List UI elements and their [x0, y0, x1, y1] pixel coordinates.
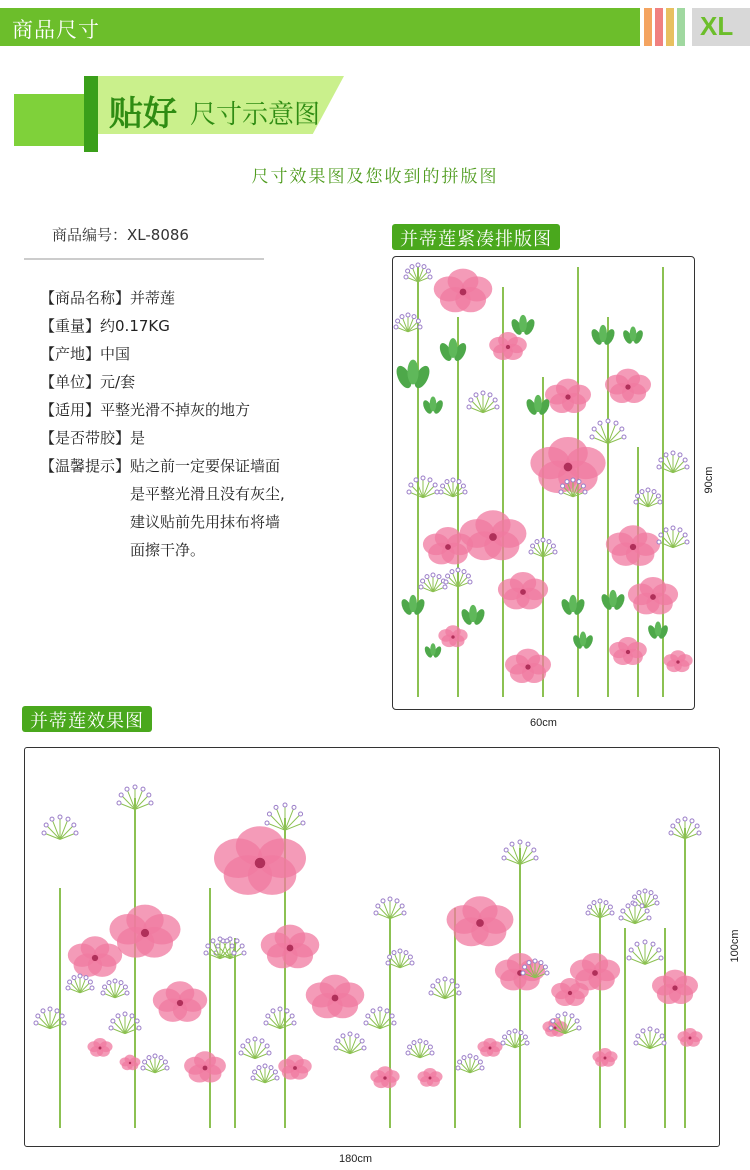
lotus-flower [592, 1048, 617, 1067]
dandelion [502, 840, 538, 864]
leaf-cluster [646, 622, 669, 640]
lotus-flower [663, 650, 692, 672]
leaf-cluster [509, 315, 536, 337]
lotus-flower [68, 936, 122, 977]
brand-badge [692, 8, 750, 46]
lotus-flower [153, 981, 207, 1022]
spec-label: 【是否带胶】 [40, 429, 131, 447]
lotus-flower [109, 905, 180, 958]
layout-sheet-title: 并蒂莲紧凑排版图 [392, 224, 560, 250]
dandelion [669, 817, 701, 839]
lotus-flower [214, 826, 306, 895]
dandelion [404, 263, 432, 282]
dandelion [101, 979, 129, 998]
leaf-cluster [421, 397, 444, 415]
spec-label: 【适用】 [40, 401, 101, 419]
layout-sheet-image [392, 256, 695, 710]
leaf-cluster [437, 338, 468, 363]
header-title: 商品尺寸 [12, 18, 100, 42]
dandelion [117, 785, 153, 809]
dandelion [264, 1007, 296, 1029]
dandelion [439, 478, 467, 497]
spec-label: 【重量】 [40, 317, 101, 335]
lotus-flower [498, 572, 548, 609]
dandelion [456, 1054, 484, 1073]
spec-row [40, 452, 285, 564]
dandelion [141, 1054, 169, 1073]
spec-label: 【单位】 [40, 373, 101, 391]
header-stripes [644, 8, 688, 46]
dandelion [529, 538, 557, 557]
lotus-flower [628, 577, 678, 614]
spec-row [40, 284, 285, 312]
leaf-cluster [589, 325, 616, 347]
spec-label: 【商品名称】 [40, 289, 131, 307]
dandelion [109, 1012, 141, 1034]
effect-title: 并蒂莲效果图 [22, 706, 152, 732]
dandelion [657, 451, 689, 473]
lotus-flower [606, 525, 660, 566]
lotus-flower [87, 1038, 112, 1057]
leaf-cluster [559, 595, 586, 617]
stripe [677, 8, 685, 46]
lotus-flower [278, 1055, 311, 1080]
header-bar [0, 8, 750, 46]
lotus-flower [652, 970, 698, 1004]
dandelion [34, 1007, 66, 1029]
product-sku: 商品编号：XL-8086 [52, 226, 189, 244]
lotus-flower [477, 1038, 502, 1057]
layout-width-label: 60cm [530, 717, 557, 729]
dandelion [467, 391, 499, 413]
lotus-flower [184, 1051, 226, 1082]
lotus-flower [505, 649, 551, 683]
lotus-flower [677, 1028, 702, 1047]
spec-value: 元/套 [100, 373, 136, 391]
effect-height-label: 100cm [729, 929, 741, 963]
header-green-band [0, 8, 640, 46]
leaf-cluster [599, 590, 626, 612]
dandelion [657, 526, 689, 548]
banner-bold-text: 贴好 [109, 94, 177, 134]
leaf-cluster [393, 360, 432, 391]
banner-strip [84, 76, 98, 152]
lotus-flower [460, 510, 527, 560]
dandelion [251, 1064, 279, 1083]
leaf-cluster [621, 327, 644, 345]
spec-label: 【产地】 [40, 345, 101, 363]
dandelion [429, 977, 461, 999]
lotus-flower [434, 269, 493, 313]
section-subtitle: 尺寸效果图及您收到的拼版图 [251, 167, 499, 187]
lotus-flower [120, 1055, 141, 1071]
leaf-cluster [459, 605, 486, 627]
banner-back-block [14, 94, 84, 146]
lotus-flower [447, 896, 514, 946]
spec-row [40, 340, 285, 368]
product-specs [40, 284, 285, 564]
spec-row [40, 396, 285, 424]
dandelion [627, 940, 663, 964]
dandelion [265, 803, 305, 830]
spec-value: 中国 [100, 345, 131, 363]
dandelion [334, 1032, 366, 1054]
stripe [644, 8, 652, 46]
brand-logo-text: XL [700, 11, 734, 41]
lotus-flower [261, 925, 320, 969]
section-banner [14, 74, 354, 154]
leaf-cluster [399, 595, 426, 617]
dandelion [634, 1027, 666, 1049]
dandelion [406, 1039, 434, 1058]
effect-width-label: 180cm [339, 1153, 373, 1165]
dandelion [407, 476, 439, 498]
lotus-flower [605, 369, 651, 403]
lotus-flower [417, 1068, 442, 1087]
layout-height-label: 90cm [703, 466, 715, 494]
effect-image [24, 747, 720, 1147]
spec-label: 【温馨提示】 [40, 457, 131, 475]
layout-sheet-illustration [393, 257, 695, 710]
lotus-flower [489, 332, 527, 360]
spec-value: 平整光滑不掉灰的地方 [100, 401, 251, 419]
spec-value: 是 [130, 429, 146, 447]
spec-value: 并蒂莲 [130, 289, 176, 307]
dandelion [501, 1029, 529, 1048]
lotus-flower [370, 1066, 399, 1088]
banner-title-text: 尺寸示意图 [190, 100, 321, 130]
dandelion [374, 897, 406, 919]
leaf-cluster [423, 643, 443, 658]
dandelion [419, 573, 447, 592]
dandelion [586, 899, 614, 918]
lotus-flower [545, 379, 591, 413]
stripe [666, 8, 674, 46]
lotus-flower [438, 625, 467, 647]
dandelion [444, 568, 472, 587]
dandelion [42, 815, 78, 839]
dandelion [239, 1037, 271, 1059]
spec-row [40, 424, 285, 452]
lotus-flower [306, 975, 365, 1019]
effect-illustration [25, 748, 720, 1147]
lotus-flower [609, 637, 647, 665]
spec-row [40, 312, 285, 340]
spec-value: 贴之前一定要保证墙面 是平整光滑且没有灰尘, 建议贴前先用抹布将墙 面擦干净。 [130, 457, 285, 559]
dandelion [364, 1007, 396, 1029]
leaf-cluster [571, 632, 594, 650]
divider [24, 258, 264, 260]
spec-value: 约0.17KG [100, 317, 170, 335]
dandelion [66, 974, 94, 993]
spec-row [40, 368, 285, 396]
dandelion [590, 419, 626, 443]
stripe [655, 8, 663, 46]
